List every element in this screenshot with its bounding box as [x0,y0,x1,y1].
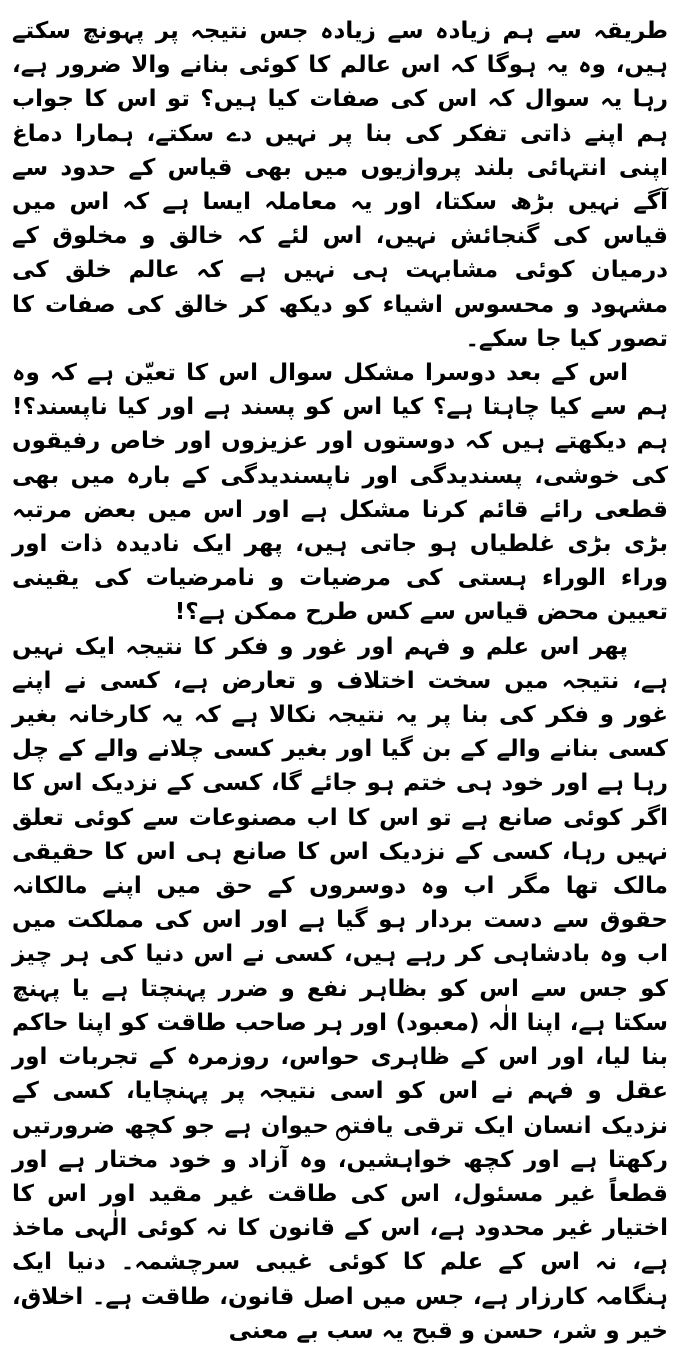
urdu-text-body [12,14,668,1348]
paragraph-3: پھر اس علم و فہم اور غور و فکر کا نتیجہ ایک نہیں ہے، نتیجہ میں سخت اختلاف و تعارض ہے، کسی نے اپنے غور و فکر کی بنا پر یہ نتیجہ نکالا ہے کہ یہ کارخانہ بغیر کسی بنانے والے کے بن گیا اور بغیر کسی چلانے والے کے چل رہا ہے اور خود ہی ختم ہو جائے گا، کسی کے نزدیک اس کا اگر کوئی صانع ہے تو اس کا اب مصنوعات سے کوئی تعلق نہیں رہا، کسی کے نزدیک اس کا صانع ہی اس کا حقیقی مالک تھا مگر اب وہ دوسروں کے حق میں اپنے مالکانہ حقوق سے دست بردار ہو گیا ہے اور اس کی مملکت میں اب وہ بادشاہی کر رہے ہیں، کسی نے اس دنیا کی ہر چیز کو جس سے اس کو بظاہر نفع و ضرر پہنچتا ہے یا پہنچ سکتا ہے، اپنا الٰہ (معبود) اور ہر صاحب طاقت کو اپنا حاکم بنا لیا، اور اس کے ظاہری حواس، روزمرہ کے تجربات اور عقل و فہم نے اس کو اسی نتیجہ پر پہنچایا، کسی کے نزدیک انسان ایک ترقی یافتہ حیوان ہے جو کچھ ضرورتیں رکھتا ہے اور کچھ خواہشیں، وہ آزاد و خود مختار ہے اور قطعاً غیر مسئول، اس کی طاقت غیر مقید اور اس کا اختیار غیر محدود ہے، اس کے قانون کا نہ کوئی الٰہی ماخذ ہے، نہ اس کے علم کا کوئی غیبی سرچشمہ۔ دنیا ایک ہنگامہ کارزار ہے، جس میں اصل قانون، طاقت ہے۔ اخلاق، خیر و شر، حسن و قبح یہ سب بے معنی [12,633,668,1344]
paragraph-2: اس کے بعد دوسرا مشکل سوال اس کا تعیّن ہے کہ وہ ہم سے کیا چاہتا ہے؟ کیا اس کو پسند ہے اور کیا ناپسند؟! ہم دیکھتے ہیں کہ دوستوں اور عزیزوں اور خاص رفیقوں کی خوشی، پسندیدگی اور ناپسندیدگی کے بارہ میں بھی قطعی رائے قائم کرنا مشکل ہے اور اس میں بعض مرتبہ بڑی بڑی غلطیاں ہو جاتی ہیں، پھر ایک نادیدہ ذات اور وراء الوراء ہستی کی مرضیات و نامرضیات کی یقینی تعیین محض قیاس سے کس طرح ممکن ہے؟! [12,360,668,626]
paragraph-1: طریقہ سے ہم زیادہ سے زیادہ جس نتیجہ پر پہونچ سکتے ہیں، وہ یہ ہوگا کہ اس عالم کا کوئی بنانے والا ضرور ہے، رہا یہ سوال کہ اس کی صفات کیا ہیں؟ تو اس کا جواب ہم اپنے ذاتی تفکر کی بنا پر نہیں دے سکتے، ہمارا دماغ اپنی انتہائی بلند پروازیوں میں بھی قیاس کے حدود سے آگے نہیں بڑھ سکتا، اور یہ معاملہ ایسا ہے کہ اس میں قیاس کی گنجائش نہیں، اس لئے کہ خالق و مخلوق کے درمیان کوئی مشابہت ہی نہیں ہے کہ عالم خلق کی مشہود و محسوس اشیاء کو دیکھ کر خالق کی صفات کا تصور کیا جا سکے۔ [12,18,668,352]
page-circle-marker [336,1127,350,1141]
